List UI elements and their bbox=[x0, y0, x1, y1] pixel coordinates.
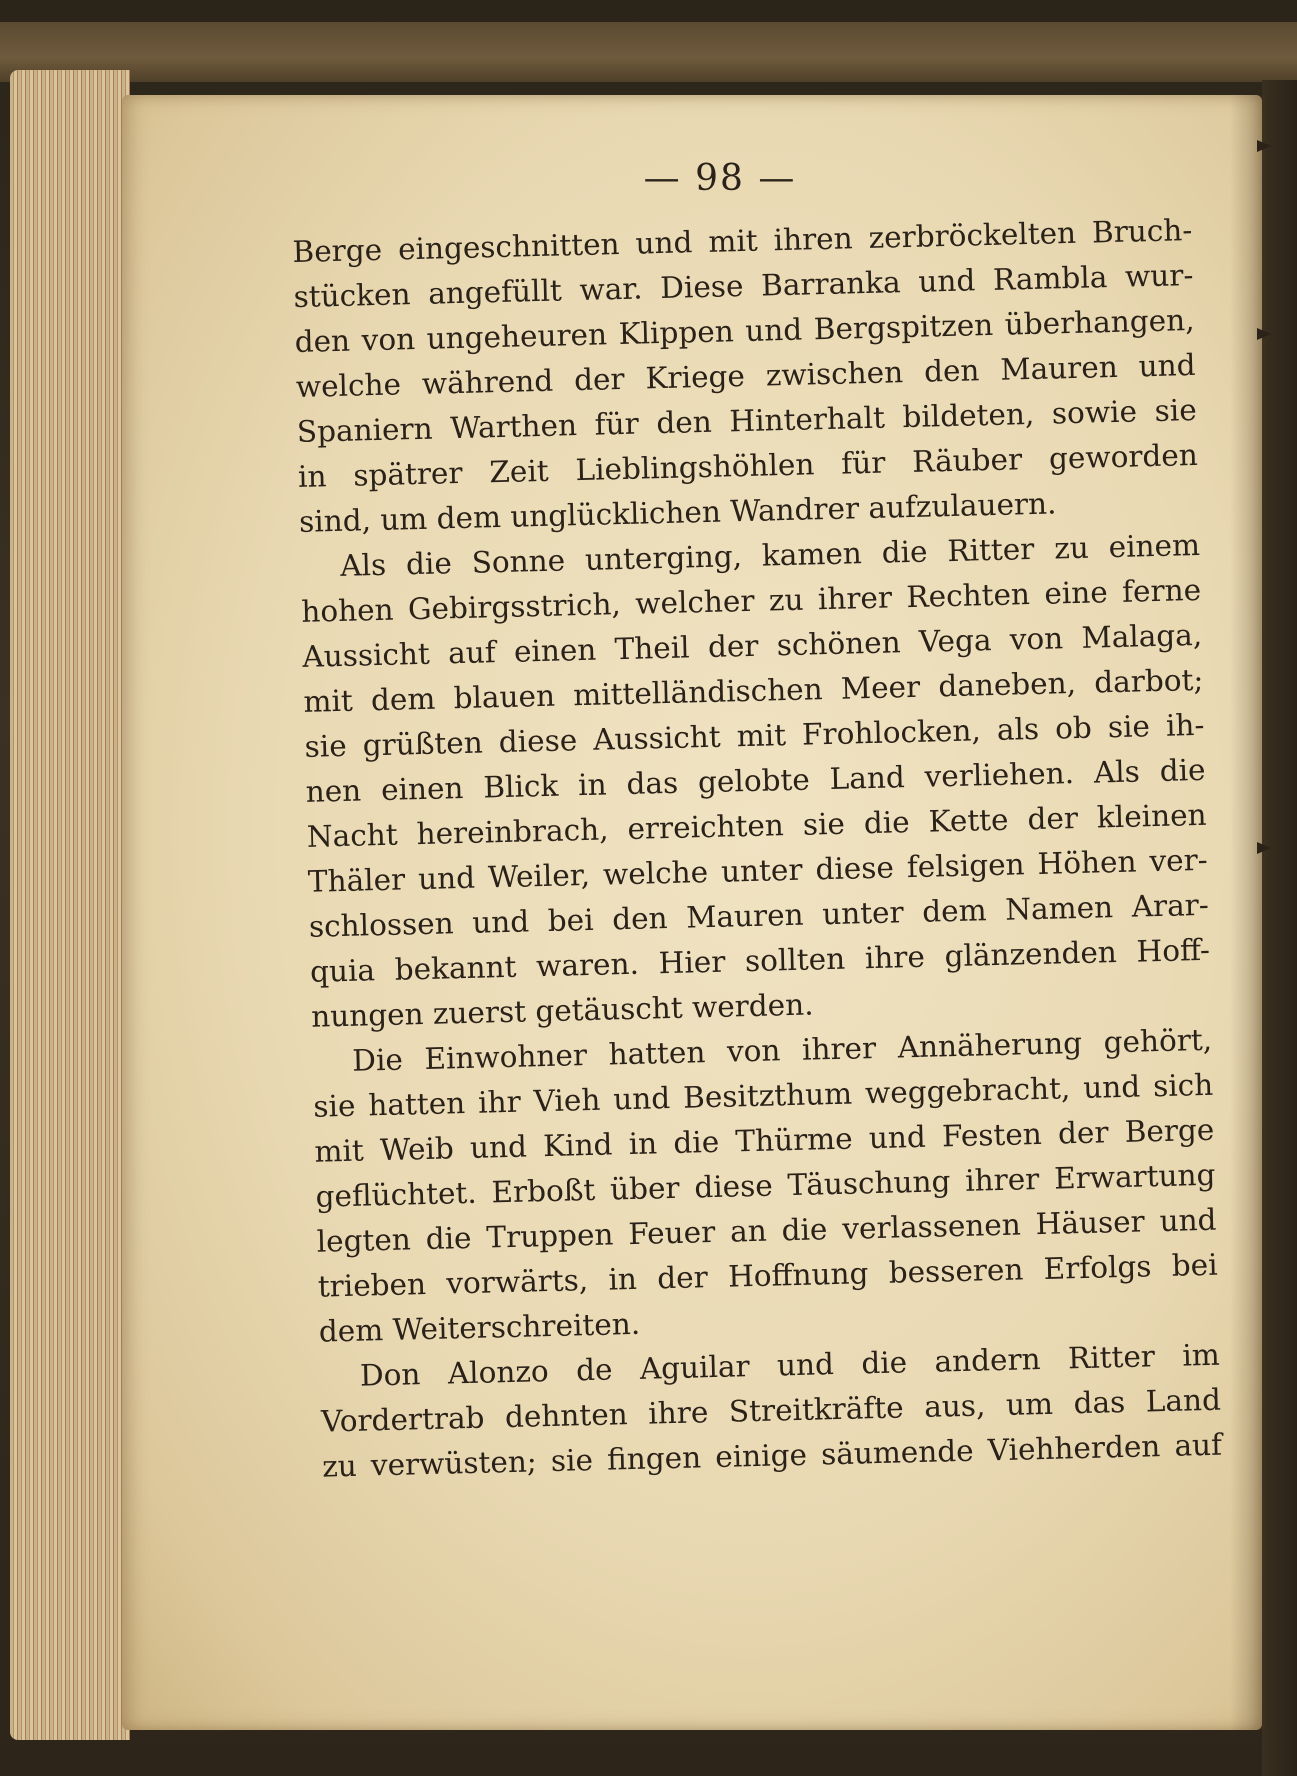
text-line: dem Weiterschreiten. bbox=[318, 1306, 641, 1349]
page-text bbox=[292, 208, 1223, 1490]
text-line: hohen Gebirgsstrich, welcher zu ihrer Rechten eine ferne bbox=[300, 572, 1202, 629]
text-line: zu verwüsten; sie fingen einige säumende Viehherden auf bbox=[321, 1427, 1223, 1484]
page-marker-icon bbox=[1257, 328, 1271, 340]
page-number: — 98 — bbox=[643, 158, 797, 199]
text-line: quia bekannt waren. Hier sollten ihre glänzenden Hoff- bbox=[309, 932, 1211, 989]
page-edges bbox=[10, 70, 130, 1740]
text-line: Die Einwohner hatten von ihrer Annäherung gehört, bbox=[351, 1022, 1213, 1078]
text-line: sie hatten ihr Vieh und Besitzthum weggebracht, und sich bbox=[313, 1067, 1214, 1124]
text-line: nen einen Blick in das gelobte Land verliehen. Als die bbox=[305, 752, 1206, 809]
text-line: sind, um dem unglücklichen Wandrer aufzulauern. bbox=[298, 486, 1057, 539]
text-line: trieben vorwärts, in der Hoffnung besseren Erfolgs bei bbox=[317, 1247, 1218, 1304]
text-line: Vordertrab dehnten ihre Streitkräfte aus, um das Land bbox=[320, 1382, 1222, 1439]
text-line: schlossen und bei den Mauren unter dem Namen Arar- bbox=[308, 887, 1210, 944]
gutter-shadow bbox=[1230, 95, 1265, 1730]
text-line: sie grüßten diese Aussicht mit Frohlocken, als ob sie ih- bbox=[304, 707, 1205, 764]
text-line: Berge eingeschnitten und mit ihren zerbröckelten Bruch- bbox=[292, 213, 1193, 269]
text-line: in spätrer Zeit Lieblingshöhlen für Räuber geworden bbox=[297, 437, 1199, 494]
book-top-edge bbox=[0, 22, 1297, 82]
text-line: Aussicht auf einen Theil der schönen Vega von Malaga, bbox=[302, 617, 1203, 674]
text-line: nungen zuerst getäuscht werden. bbox=[310, 987, 814, 1034]
page-marker-icon bbox=[1257, 842, 1271, 854]
text-line: Spaniern Warthen für den Hinterhalt bildeten, sowie sie bbox=[296, 392, 1198, 449]
text-line: Don Alonzo de Aguilar und die andern Ritter im bbox=[359, 1337, 1221, 1393]
text-line: mit dem blauen mittelländischen Meer daneben, darbot; bbox=[303, 662, 1204, 719]
text-line: mit Weib und Kind in die Thürme und Festen der Berge bbox=[314, 1112, 1215, 1169]
text-line: Als die Sonne unterging, kamen die Ritter zu einem bbox=[339, 527, 1201, 583]
text-line: Thäler und Weiler, welche unter diese felsigen Höhen ver- bbox=[307, 842, 1209, 899]
page-marker-icon bbox=[1257, 140, 1271, 152]
text-line: Nacht hereinbrach, erreichten sie die Kette der kleinen bbox=[306, 797, 1207, 854]
text-line: legten die Truppen Feuer an die verlassenen Häuser und bbox=[316, 1202, 1217, 1259]
text-line: stücken angefüllt war. Diese Barranka und Rambla wur- bbox=[293, 257, 1194, 314]
text-line: geflüchtet. Erboßt über diese Täuschung ihrer Erwartung bbox=[315, 1157, 1216, 1214]
text-line: welche während der Kriege zwischen den Mauren und bbox=[295, 347, 1196, 404]
text-line: den von ungeheuren Klippen und Bergspitzen überhangen, bbox=[294, 302, 1195, 359]
